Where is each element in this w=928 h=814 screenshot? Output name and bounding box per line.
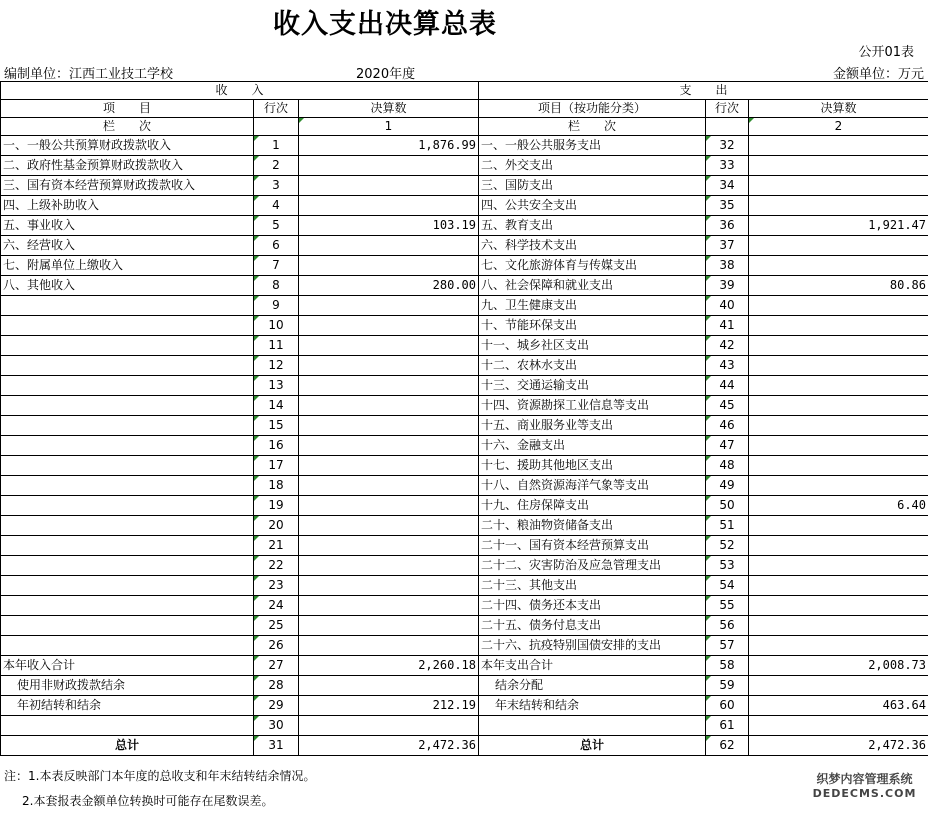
footnote-2: 2.本套报表金额单位转换时可能存在尾数误差。 (4, 789, 315, 814)
expense-line-no: 45 (706, 396, 749, 416)
income-line-no: 11 (254, 336, 299, 356)
table-row (1, 616, 928, 636)
income-amount-header: 决算数 (299, 100, 479, 118)
expense-amount: 80.86 (749, 276, 928, 296)
expense-amount (749, 316, 928, 336)
income-line-no: 5 (254, 216, 299, 236)
expense-amount: 2,472.36 (749, 736, 928, 756)
expense-item: 二十五、债务付息支出 (479, 616, 706, 636)
expense-item: 一、一般公共服务支出 (479, 136, 706, 156)
expense-line-no: 33 (706, 156, 749, 176)
income-item (1, 316, 254, 336)
expense-amount (749, 716, 928, 736)
income-amount (299, 516, 479, 536)
expense-amount (749, 416, 928, 436)
watermark-line-2: DEDECMS.COM (807, 787, 922, 800)
income-line-no: 18 (254, 476, 299, 496)
expense-item: 十一、城乡社区支出 (479, 336, 706, 356)
expense-line-no: 48 (706, 456, 749, 476)
summary-row (1, 656, 928, 676)
income-amount (299, 496, 479, 516)
expense-amount (749, 536, 928, 556)
watermark (807, 770, 922, 800)
income-amount (299, 596, 479, 616)
expense-item: 二、外交支出 (479, 156, 706, 176)
income-amount (299, 356, 479, 376)
income-amount (299, 636, 479, 656)
income-item: 五、事业收入 (1, 216, 254, 236)
income-item (1, 396, 254, 416)
expense-item: 十二、农林水支出 (479, 356, 706, 376)
income-line-no: 29 (254, 696, 299, 716)
income-line-no: 28 (254, 676, 299, 696)
table-row (1, 156, 928, 176)
income-item (1, 356, 254, 376)
income-item (1, 456, 254, 476)
expense-amount (749, 136, 928, 156)
expense-line-no: 52 (706, 536, 749, 556)
expense-item: 五、教育支出 (479, 216, 706, 236)
expense-amount (749, 336, 928, 356)
income-amount (299, 256, 479, 276)
money-unit: 金额单位：万元 (833, 63, 924, 82)
expense-amount (749, 676, 928, 696)
column-index-1: 1 (299, 118, 479, 136)
income-item (1, 616, 254, 636)
expense-amount: 1,921.47 (749, 216, 928, 236)
income-line-no: 6 (254, 236, 299, 256)
expense-line-no: 58 (706, 656, 749, 676)
budget-table (0, 81, 928, 756)
column-index-row (1, 118, 928, 136)
table-row (1, 296, 928, 316)
expense-line-no: 36 (706, 216, 749, 236)
expense-item: 二十二、灾害防治及应急管理支出 (479, 556, 706, 576)
footnotes (4, 764, 315, 814)
table-row (1, 356, 928, 376)
expense-amount (749, 436, 928, 456)
expense-line-no: 60 (706, 696, 749, 716)
table-row (1, 216, 928, 236)
expense-line-no: 39 (706, 276, 749, 296)
expense-amount: 6.40 (749, 496, 928, 516)
form-code: 公开01表 (858, 41, 914, 60)
expense-line-header: 行次 (706, 100, 749, 118)
expense-amount (749, 176, 928, 196)
expense-amount (749, 596, 928, 616)
expense-item: 二十四、债务还本支出 (479, 596, 706, 616)
table-row (1, 376, 928, 396)
income-line-no: 2 (254, 156, 299, 176)
expense-item: 十七、援助其他地区支出 (479, 456, 706, 476)
income-item: 年初结转和结余 (1, 696, 254, 716)
income-amount: 2,260.18 (299, 656, 479, 676)
expense-line-no: 38 (706, 256, 749, 276)
expense-item: 十八、自然资源海洋气象等支出 (479, 476, 706, 496)
income-item (1, 336, 254, 356)
watermark-line-1: 织梦内容管理系统 (807, 770, 922, 787)
expense-item: 十九、住房保障支出 (479, 496, 706, 516)
income-item: 四、上级补助收入 (1, 196, 254, 216)
income-line-header: 行次 (254, 100, 299, 118)
expense-amount (749, 376, 928, 396)
expense-line-no: 32 (706, 136, 749, 156)
table-row (1, 456, 928, 476)
income-item (1, 516, 254, 536)
income-item: 本年收入合计 (1, 656, 254, 676)
expense-amount (749, 576, 928, 596)
income-amount (299, 576, 479, 596)
expense-amount (749, 256, 928, 276)
income-line-no: 7 (254, 256, 299, 276)
expense-item: 年末结转和结余 (479, 696, 706, 716)
expense-line-no: 47 (706, 436, 749, 456)
income-line-no: 14 (254, 396, 299, 416)
summary-row (1, 676, 928, 696)
expense-amount (749, 456, 928, 476)
table-row (1, 196, 928, 216)
income-item: 三、国有资本经营预算财政拨款收入 (1, 176, 254, 196)
income-amount (299, 436, 479, 456)
expense-item: 十三、交通运输支出 (479, 376, 706, 396)
income-amount (299, 416, 479, 436)
income-item: 一、一般公共预算财政拨款收入 (1, 136, 254, 156)
income-item: 六、经营收入 (1, 236, 254, 256)
expense-amount (749, 396, 928, 416)
expense-amount (749, 476, 928, 496)
expense-item: 结余分配 (479, 676, 706, 696)
income-amount (299, 176, 479, 196)
table-row (1, 516, 928, 536)
income-amount (299, 156, 479, 176)
expense-item: 十四、资源勘探工业信息等支出 (479, 396, 706, 416)
income-amount (299, 296, 479, 316)
expense-amount (749, 196, 928, 216)
table-row (1, 556, 928, 576)
income-amount (299, 336, 479, 356)
expense-item: 二十六、抗疫特别国债安排的支出 (479, 636, 706, 656)
expense-amount (749, 516, 928, 536)
income-line-no: 17 (254, 456, 299, 476)
expense-item: 四、公共安全支出 (479, 196, 706, 216)
income-line-no: 22 (254, 556, 299, 576)
income-amount (299, 716, 479, 736)
income-line-no: 24 (254, 596, 299, 616)
income-item (1, 296, 254, 316)
total-row (1, 736, 928, 756)
income-line-no: 27 (254, 656, 299, 676)
expense-line-no: 37 (706, 236, 749, 256)
summary-row (1, 716, 928, 736)
expense-line-no: 51 (706, 516, 749, 536)
income-item: 二、政府性基金预算财政拨款收入 (1, 156, 254, 176)
expense-line-no: 53 (706, 556, 749, 576)
footnote-1: 注：1.本表反映部门本年度的总收支和年末结转结余情况。 (4, 764, 315, 789)
expense-amount (749, 356, 928, 376)
expense-item: 八、社会保障和就业支出 (479, 276, 706, 296)
income-line-no: 15 (254, 416, 299, 436)
income-column-label: 栏 次 (1, 118, 254, 136)
table-row (1, 636, 928, 656)
income-item (1, 436, 254, 456)
income-line-no: 9 (254, 296, 299, 316)
income-line-no: 25 (254, 616, 299, 636)
expense-line-no: 42 (706, 336, 749, 356)
income-amount (299, 476, 479, 496)
table-row (1, 576, 928, 596)
income-amount (299, 556, 479, 576)
income-line-no: 4 (254, 196, 299, 216)
income-line-no: 16 (254, 436, 299, 456)
income-section-header: 收 入 (1, 82, 479, 100)
income-line-no: 12 (254, 356, 299, 376)
expense-line-no: 56 (706, 616, 749, 636)
column-index-2: 2 (749, 118, 928, 136)
expense-line-no: 50 (706, 496, 749, 516)
section-header-row (1, 82, 928, 100)
expense-item: 七、文化旅游体育与传媒支出 (479, 256, 706, 276)
income-line-no: 20 (254, 516, 299, 536)
expense-line-no: 34 (706, 176, 749, 196)
income-amount: 212.19 (299, 696, 479, 716)
income-line-no: 8 (254, 276, 299, 296)
expense-amount (749, 616, 928, 636)
expense-line-no: 49 (706, 476, 749, 496)
empty-cell (706, 118, 749, 136)
expense-line-no: 55 (706, 596, 749, 616)
empty-cell (254, 118, 299, 136)
expense-line-no: 44 (706, 376, 749, 396)
table-row (1, 596, 928, 616)
expense-amount (749, 296, 928, 316)
income-line-no: 31 (254, 736, 299, 756)
expense-line-no: 41 (706, 316, 749, 336)
expense-line-no: 35 (706, 196, 749, 216)
expense-line-no: 40 (706, 296, 749, 316)
income-line-no: 26 (254, 636, 299, 656)
expense-line-no: 54 (706, 576, 749, 596)
expense-amount: 2,008.73 (749, 656, 928, 676)
table-row (1, 436, 928, 456)
income-amount (299, 376, 479, 396)
income-item (1, 536, 254, 556)
expense-amount (749, 156, 928, 176)
expense-item: 二十一、国有资本经营预算支出 (479, 536, 706, 556)
income-item (1, 716, 254, 736)
expense-amount: 463.64 (749, 696, 928, 716)
income-line-no: 3 (254, 176, 299, 196)
income-amount: 2,472.36 (299, 736, 479, 756)
income-line-no: 10 (254, 316, 299, 336)
income-item: 总计 (1, 736, 254, 756)
expense-line-no: 61 (706, 716, 749, 736)
expense-item: 总计 (479, 736, 706, 756)
table-row (1, 416, 928, 436)
expense-item (479, 716, 706, 736)
table-row (1, 496, 928, 516)
fiscal-year: 2020年度 (356, 63, 415, 82)
income-item: 使用非财政拨款结余 (1, 676, 254, 696)
income-line-no: 13 (254, 376, 299, 396)
income-amount (299, 456, 479, 476)
income-amount (299, 616, 479, 636)
table-row (1, 536, 928, 556)
income-item (1, 636, 254, 656)
table-row (1, 176, 928, 196)
expense-item: 二十、粮油物资储备支出 (479, 516, 706, 536)
income-line-no: 23 (254, 576, 299, 596)
column-header-row (1, 100, 928, 118)
income-item-header: 项 目 (1, 100, 254, 118)
table-row (1, 236, 928, 256)
summary-row (1, 696, 928, 716)
income-line-no: 1 (254, 136, 299, 156)
expense-line-no: 43 (706, 356, 749, 376)
expense-item: 本年支出合计 (479, 656, 706, 676)
expense-line-no: 59 (706, 676, 749, 696)
income-amount (299, 196, 479, 216)
income-amount: 103.19 (299, 216, 479, 236)
expense-item: 十、节能环保支出 (479, 316, 706, 336)
income-item (1, 596, 254, 616)
expense-item: 二十三、其他支出 (479, 576, 706, 596)
expense-amount (749, 236, 928, 256)
income-amount: 1,876.99 (299, 136, 479, 156)
table-row (1, 316, 928, 336)
income-amount (299, 536, 479, 556)
table-row (1, 136, 928, 156)
expense-item: 十五、商业服务业等支出 (479, 416, 706, 436)
expense-line-no: 62 (706, 736, 749, 756)
table-row (1, 396, 928, 416)
expense-item: 十六、金融支出 (479, 436, 706, 456)
expense-item: 三、国防支出 (479, 176, 706, 196)
expense-line-no: 57 (706, 636, 749, 656)
expense-column-label: 栏 次 (479, 118, 706, 136)
income-item (1, 556, 254, 576)
income-item (1, 576, 254, 596)
expense-section-header: 支 出 (479, 82, 928, 100)
expense-amount-header: 决算数 (749, 100, 928, 118)
income-amount (299, 676, 479, 696)
income-item (1, 376, 254, 396)
income-item (1, 476, 254, 496)
table-row (1, 256, 928, 276)
income-amount (299, 316, 479, 336)
table-row (1, 276, 928, 296)
expense-item: 九、卫生健康支出 (479, 296, 706, 316)
income-item (1, 416, 254, 436)
expense-line-no: 46 (706, 416, 749, 436)
income-amount (299, 236, 479, 256)
income-item: 八、其他收入 (1, 276, 254, 296)
income-amount: 280.00 (299, 276, 479, 296)
expense-item: 六、科学技术支出 (479, 236, 706, 256)
income-line-no: 19 (254, 496, 299, 516)
income-item: 七、附属单位上缴收入 (1, 256, 254, 276)
income-line-no: 30 (254, 716, 299, 736)
expense-item-header: 项目（按功能分类） (479, 100, 706, 118)
table-row (1, 476, 928, 496)
expense-amount (749, 636, 928, 656)
income-amount (299, 396, 479, 416)
income-item (1, 496, 254, 516)
table-row (1, 336, 928, 356)
income-line-no: 21 (254, 536, 299, 556)
expense-amount (749, 556, 928, 576)
reporting-unit: 编制单位：江西工业技工学校 (4, 63, 173, 82)
page-title: 收入支出决算总表 (0, 2, 770, 41)
